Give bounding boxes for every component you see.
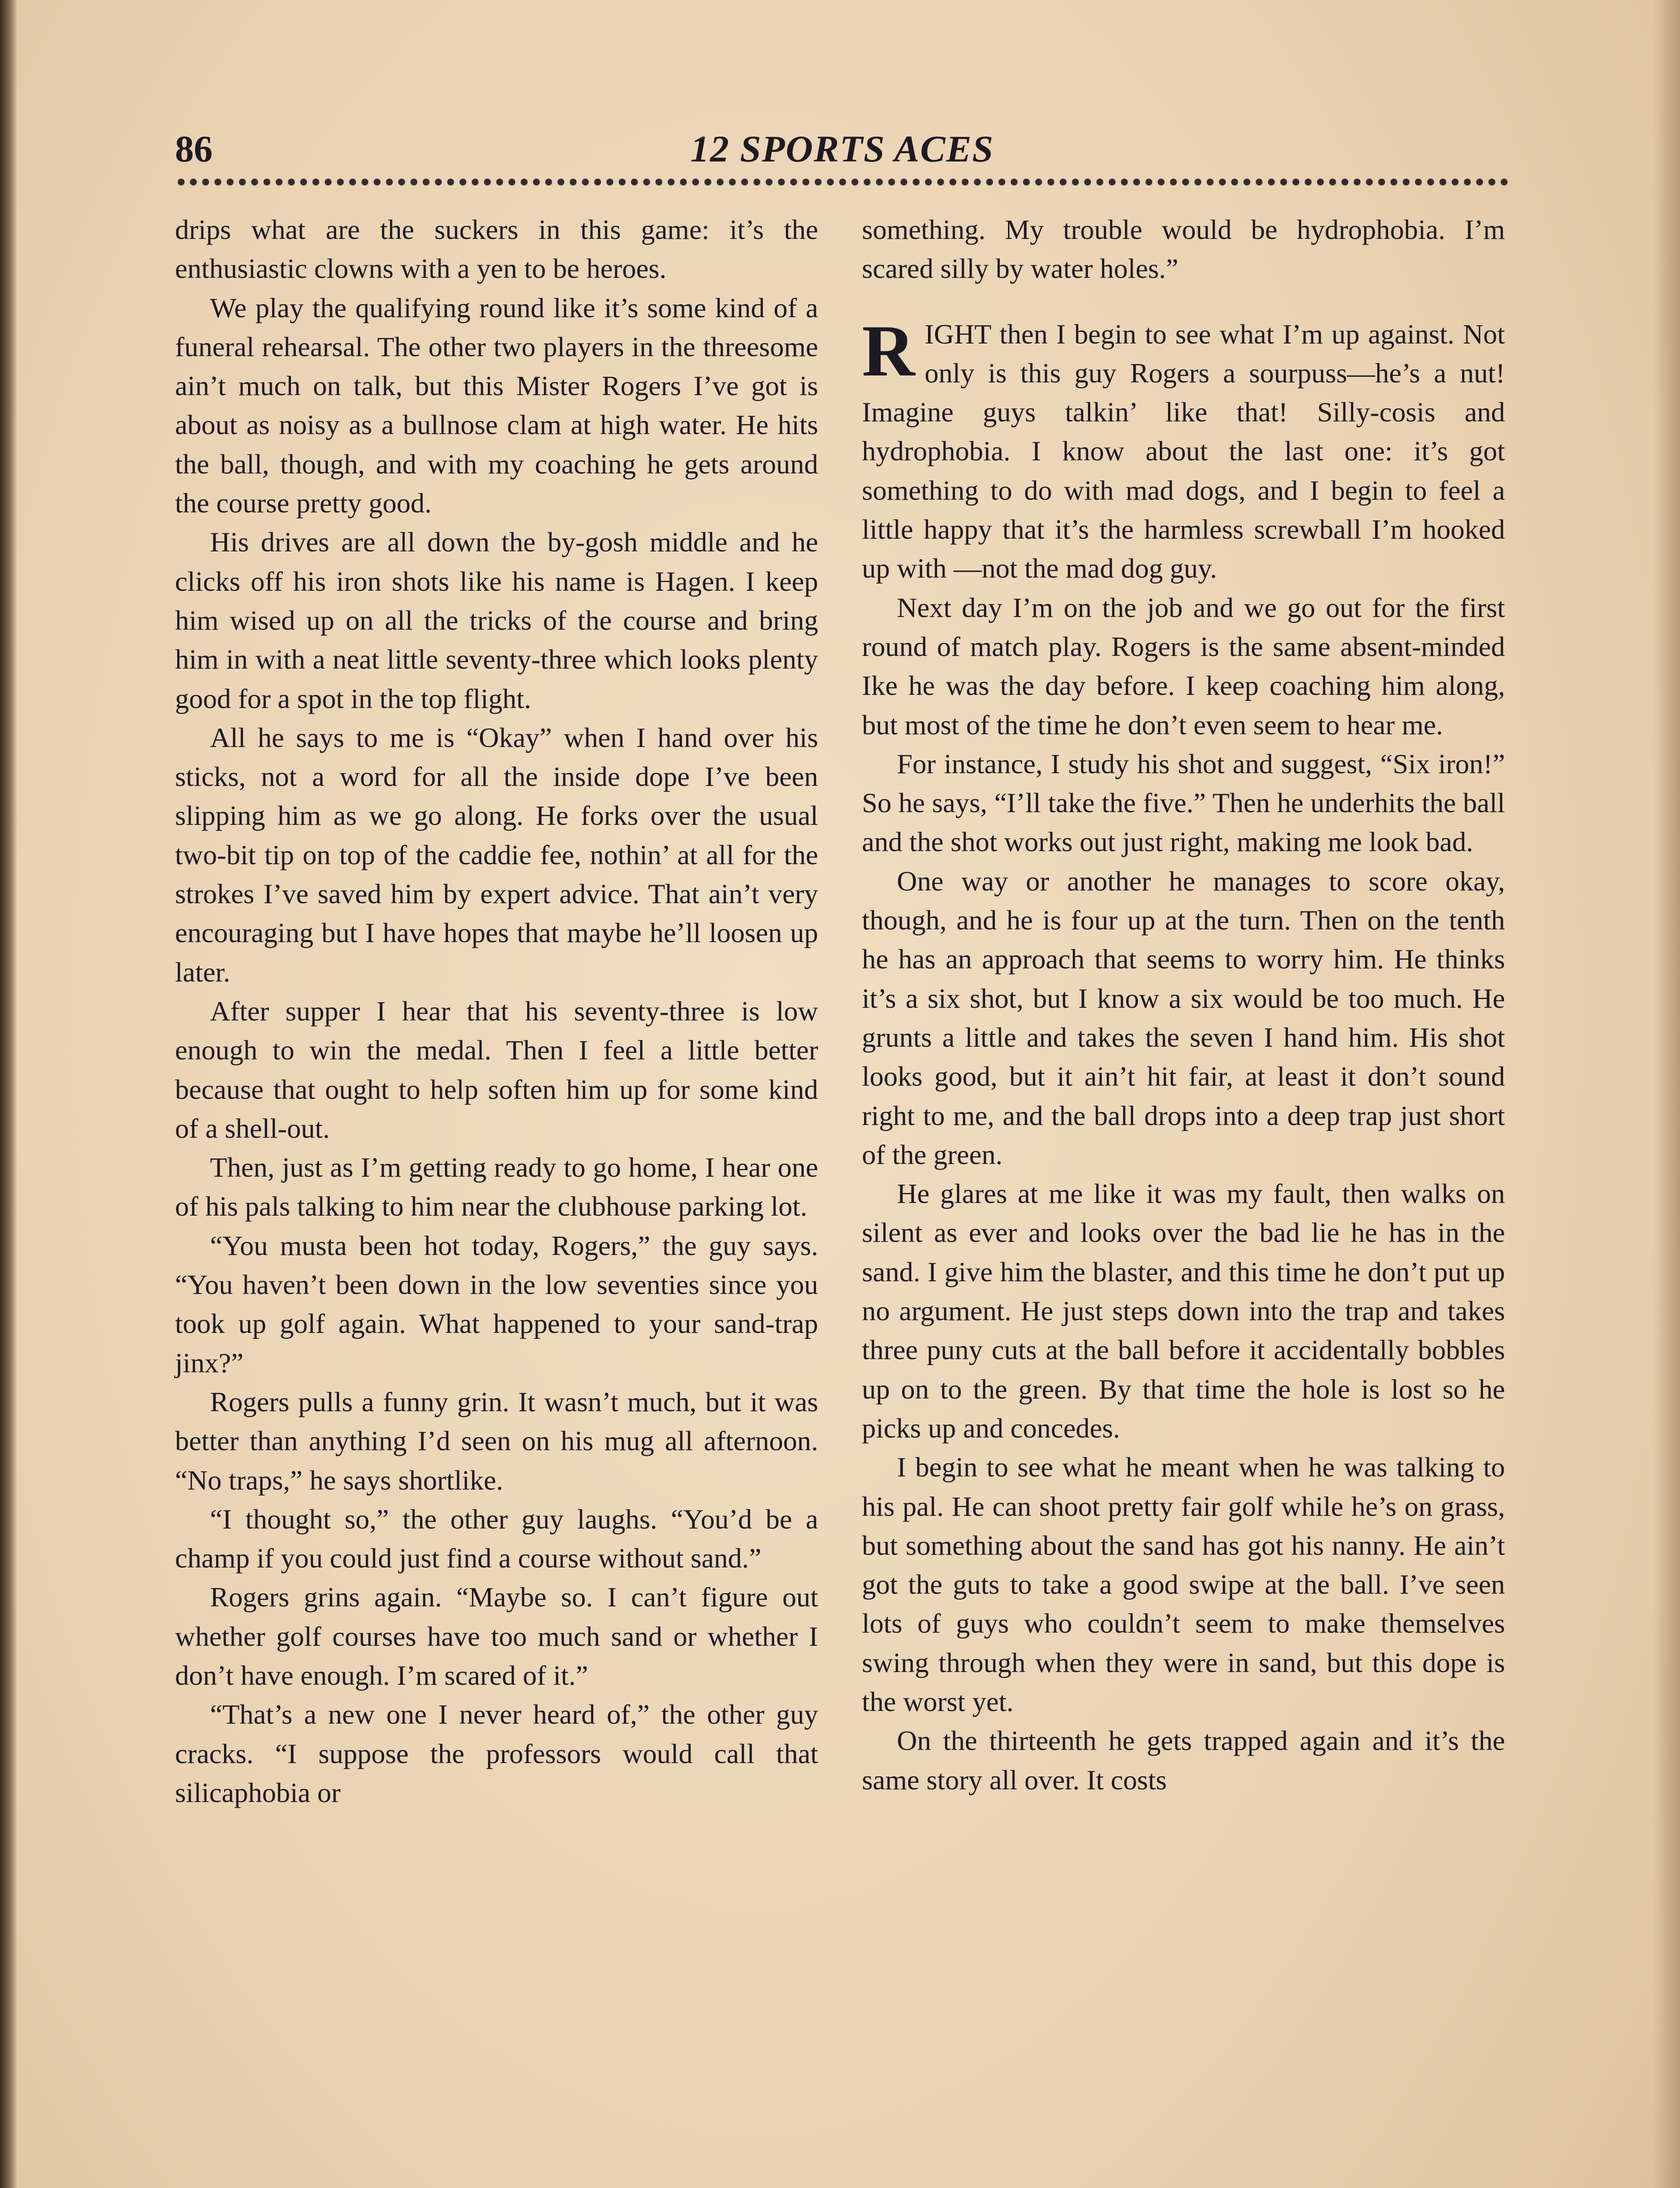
paragraph: Rogers grins again. “Maybe so. I can’t figure out whether golf courses have too much sand or whether I don’t have enough. I’m scared of it.” xyxy=(175,1581,818,1691)
paragraph: Next day I’m on the job and we go out for the first round of match play. Rogers is the same absent-minded Ike he was the day before. I keep coaching him along, but most of the time he don’t even seem to hear me. xyxy=(862,592,1505,740)
section-break xyxy=(862,288,1505,315)
paragraph-with-dropcap xyxy=(862,310,1505,588)
paragraph: I begin to see what he meant when he was talking to his pal. He can shoot pretty fair golf while he’s on grass, but something about the sand has got his nanny. He ain’t got the guts to take a good swipe at the ball. I’ve seen lots of guys who couldn’t seem to make themselves swing through when they were in sand, but this dope is the worst yet. xyxy=(862,1452,1505,1717)
paragraph: He glares at me like it was my fault, then walks on silent as ever and looks over the bad lie he has in the sand. I give him the blaster, and this time he don’t put up no argument. He just steps down into the trap and takes three puny cuts at the ball before it accidentally bobbles up on to the green. By that time the hole is lost so he picks up and concedes. xyxy=(862,1178,1505,1444)
paragraph: Then, just as I’m getting ready to go home, I hear one of his pals talking to him near the clubhouse parking lot. xyxy=(175,1152,818,1222)
paragraph: On the thirteenth he gets trapped again and it’s the same story all over. It costs xyxy=(862,1725,1505,1795)
left-column xyxy=(175,210,818,1812)
paragraph: “You musta been hot today, Rogers,” the guy says. “You haven’t been down in the low seventies since you took up golf again. What happened to your sand-trap jinx?” xyxy=(175,1230,818,1378)
paragraph: “That’s a new one I never heard of,” the other guy cracks. “I suppose the professors would call that silicaphobia or xyxy=(175,1699,818,1808)
page-shadow-left xyxy=(0,0,18,2188)
paragraph: something. My trouble would be hydrophobia. I’m scared silly by water holes.” xyxy=(862,214,1505,284)
paragraph: His drives are all down the by-gosh middle and he clicks off his iron shots like his name is Hagen. I keep him wised up on all the tricks of the course and bring him in with a neat little seventy-three which looks plenty good for a spot in the top flight. xyxy=(175,526,818,714)
dropcap: R xyxy=(862,310,915,392)
right-column xyxy=(862,210,1505,1799)
paragraph: All he says to me is “Okay” when I hand over his sticks, not a word for all the inside dope I’ve been slipping him as we go along. He forks over the usual two-bit tip on top of the caddie fee, nothin’ at all for the strokes I’ve saved him by expert advice. That ain’t very encouraging but I have hopes that maybe he’ll loosen up later. xyxy=(175,722,818,988)
header-dotted-rule xyxy=(175,177,1509,187)
paragraph: We play the qualifying round like it’s some kind of a funeral rehearsal. The other two players in the threesome ain’t much on talk, but this Mister Rogers I’ve got is about as noisy as a bullnose clam at high water. He hits the ball, though, and with my coaching he gets around the course pretty good. xyxy=(175,292,818,519)
page-shadow-right xyxy=(1654,0,1680,2188)
paragraph: After supper I hear that his seventy-three is low enough to win the medal. Then I feel a little better because that ought to help soften him up for some kind of a shell-out. xyxy=(175,995,818,1144)
paragraph: drips what are the suckers in this game: it’s the enthusiastic clowns with a yen to be heroes. xyxy=(175,214,818,284)
running-title: 12 SPORTS ACES xyxy=(690,128,994,170)
page-header xyxy=(175,123,1509,171)
dropcap-paragraph-text: IGHT then I begin to see what I’m up against. Not only is this guy Rogers a sourpuss—he’s a nut! Imagine guys talkin’ like that! Silly-cosis and hydrophobia. I know about the last one: it’s got something to do with mad dogs, and I begin to feel a little happy that it’s the harmless screwball I’m hooked up with —not the mad dog guy. xyxy=(862,318,1505,584)
paragraph: For instance, I study his shot and suggest, “Six iron!” So he says, “I’ll take the five.” Then he underhits the ball and the shot works out just right, making me look bad. xyxy=(862,748,1505,858)
paragraph: One way or another he manages to score okay, though, and he is four up at the turn. Then on the tenth he has an approach that seems to worry him. He thinks it’s a six shot, but I know a six would be too much. He grunts a little and takes the seven I hand him. His shot looks good, but it ain’t hit fair, at least it don’t sound right to me, and the ball drops into a deep trap just short of the green. xyxy=(862,865,1505,1170)
page-number: 86 xyxy=(175,128,213,170)
paragraph: “I thought so,” the other guy laughs. “You’d be a champ if you could just find a course without sand.” xyxy=(175,1503,818,1574)
paragraph: Rogers pulls a funny grin. It wasn’t much, but it was better than anything I’d seen on his mug all afternoon. “No traps,” he says shortlike. xyxy=(175,1386,818,1496)
